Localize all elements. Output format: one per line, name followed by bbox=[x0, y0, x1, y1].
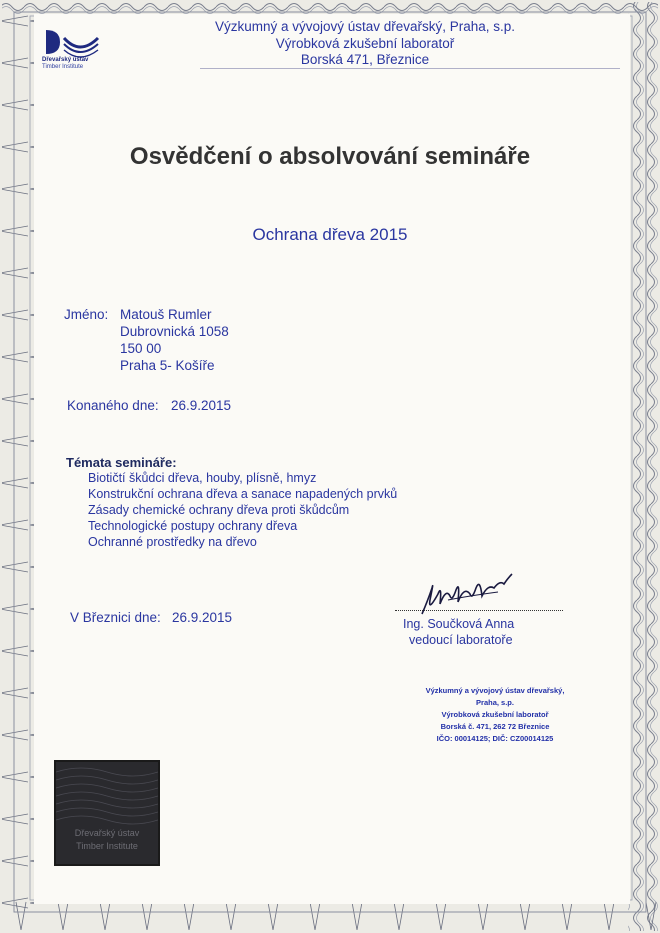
header-address: Borská 471, Březnice bbox=[300, 52, 430, 67]
recipient-zip: 150 00 bbox=[120, 341, 162, 356]
stamp-line: IČO: 00014125; DIČ: CZ00014125 bbox=[436, 734, 554, 743]
stamp-line: Borská č. 471, 262 72 Březnice bbox=[440, 722, 550, 731]
handwritten-signature bbox=[418, 570, 518, 620]
recipient-city: Praha 5- Košíře bbox=[120, 358, 215, 373]
seal-text: Timber Institute bbox=[76, 841, 138, 851]
topic-item: Konstrukční ochrana dřeva a sanace napadených prvků bbox=[88, 487, 398, 501]
recipient-name: Matouš Rumler bbox=[120, 307, 212, 322]
header-laboratory: Výrobková zkušební laboratoř bbox=[275, 36, 455, 51]
certificate-title: Osvědčení o absolvování semináře bbox=[129, 143, 531, 170]
place-date-label: V Březnici dne: bbox=[70, 610, 161, 625]
logo-text: Dřevařský ústav bbox=[42, 57, 89, 63]
stamp-line: Výzkumný a vývojový ústav dřevařský, bbox=[425, 686, 565, 695]
header-institute: Výzkumný a vývojový ústav dřevařský, Praha, s.p. bbox=[214, 19, 516, 34]
topics-heading: Témata semináře: bbox=[66, 455, 177, 470]
signatory-role: vedoucí laboratoře bbox=[409, 633, 513, 647]
topic-item: Ochranné prostředky na dřevo bbox=[88, 535, 257, 549]
signature-line bbox=[395, 610, 563, 611]
stamp-line: Praha, s.p. bbox=[476, 698, 514, 707]
header-divider bbox=[200, 68, 620, 69]
seal-text: Dřevařský ústav bbox=[74, 828, 140, 838]
held-date: 26.9.2015 bbox=[171, 398, 232, 413]
recipient-street: Dubrovnická 1058 bbox=[120, 324, 229, 339]
stamp-line: Výrobková zkušební laboratoř bbox=[441, 710, 549, 719]
logo-subtext: Timber Institute bbox=[42, 64, 84, 70]
place-date: 26.9.2015 bbox=[172, 610, 233, 625]
topic-item: Technologické postupy ochrany dřeva bbox=[88, 519, 298, 533]
institute-logo bbox=[42, 24, 102, 80]
name-label: Jméno: bbox=[64, 307, 109, 322]
held-label: Konaného dne: bbox=[67, 398, 159, 413]
topic-item: Biotičtí škůdci dřeva, houby, plísně, hmyz bbox=[88, 471, 317, 485]
signatory-name: Ing. Součková Anna bbox=[403, 617, 515, 631]
seminar-name: Ochrana dřeva 2015 bbox=[252, 225, 408, 244]
topic-item: Zásady chemické ochrany dřeva proti škůdcům bbox=[88, 503, 350, 517]
